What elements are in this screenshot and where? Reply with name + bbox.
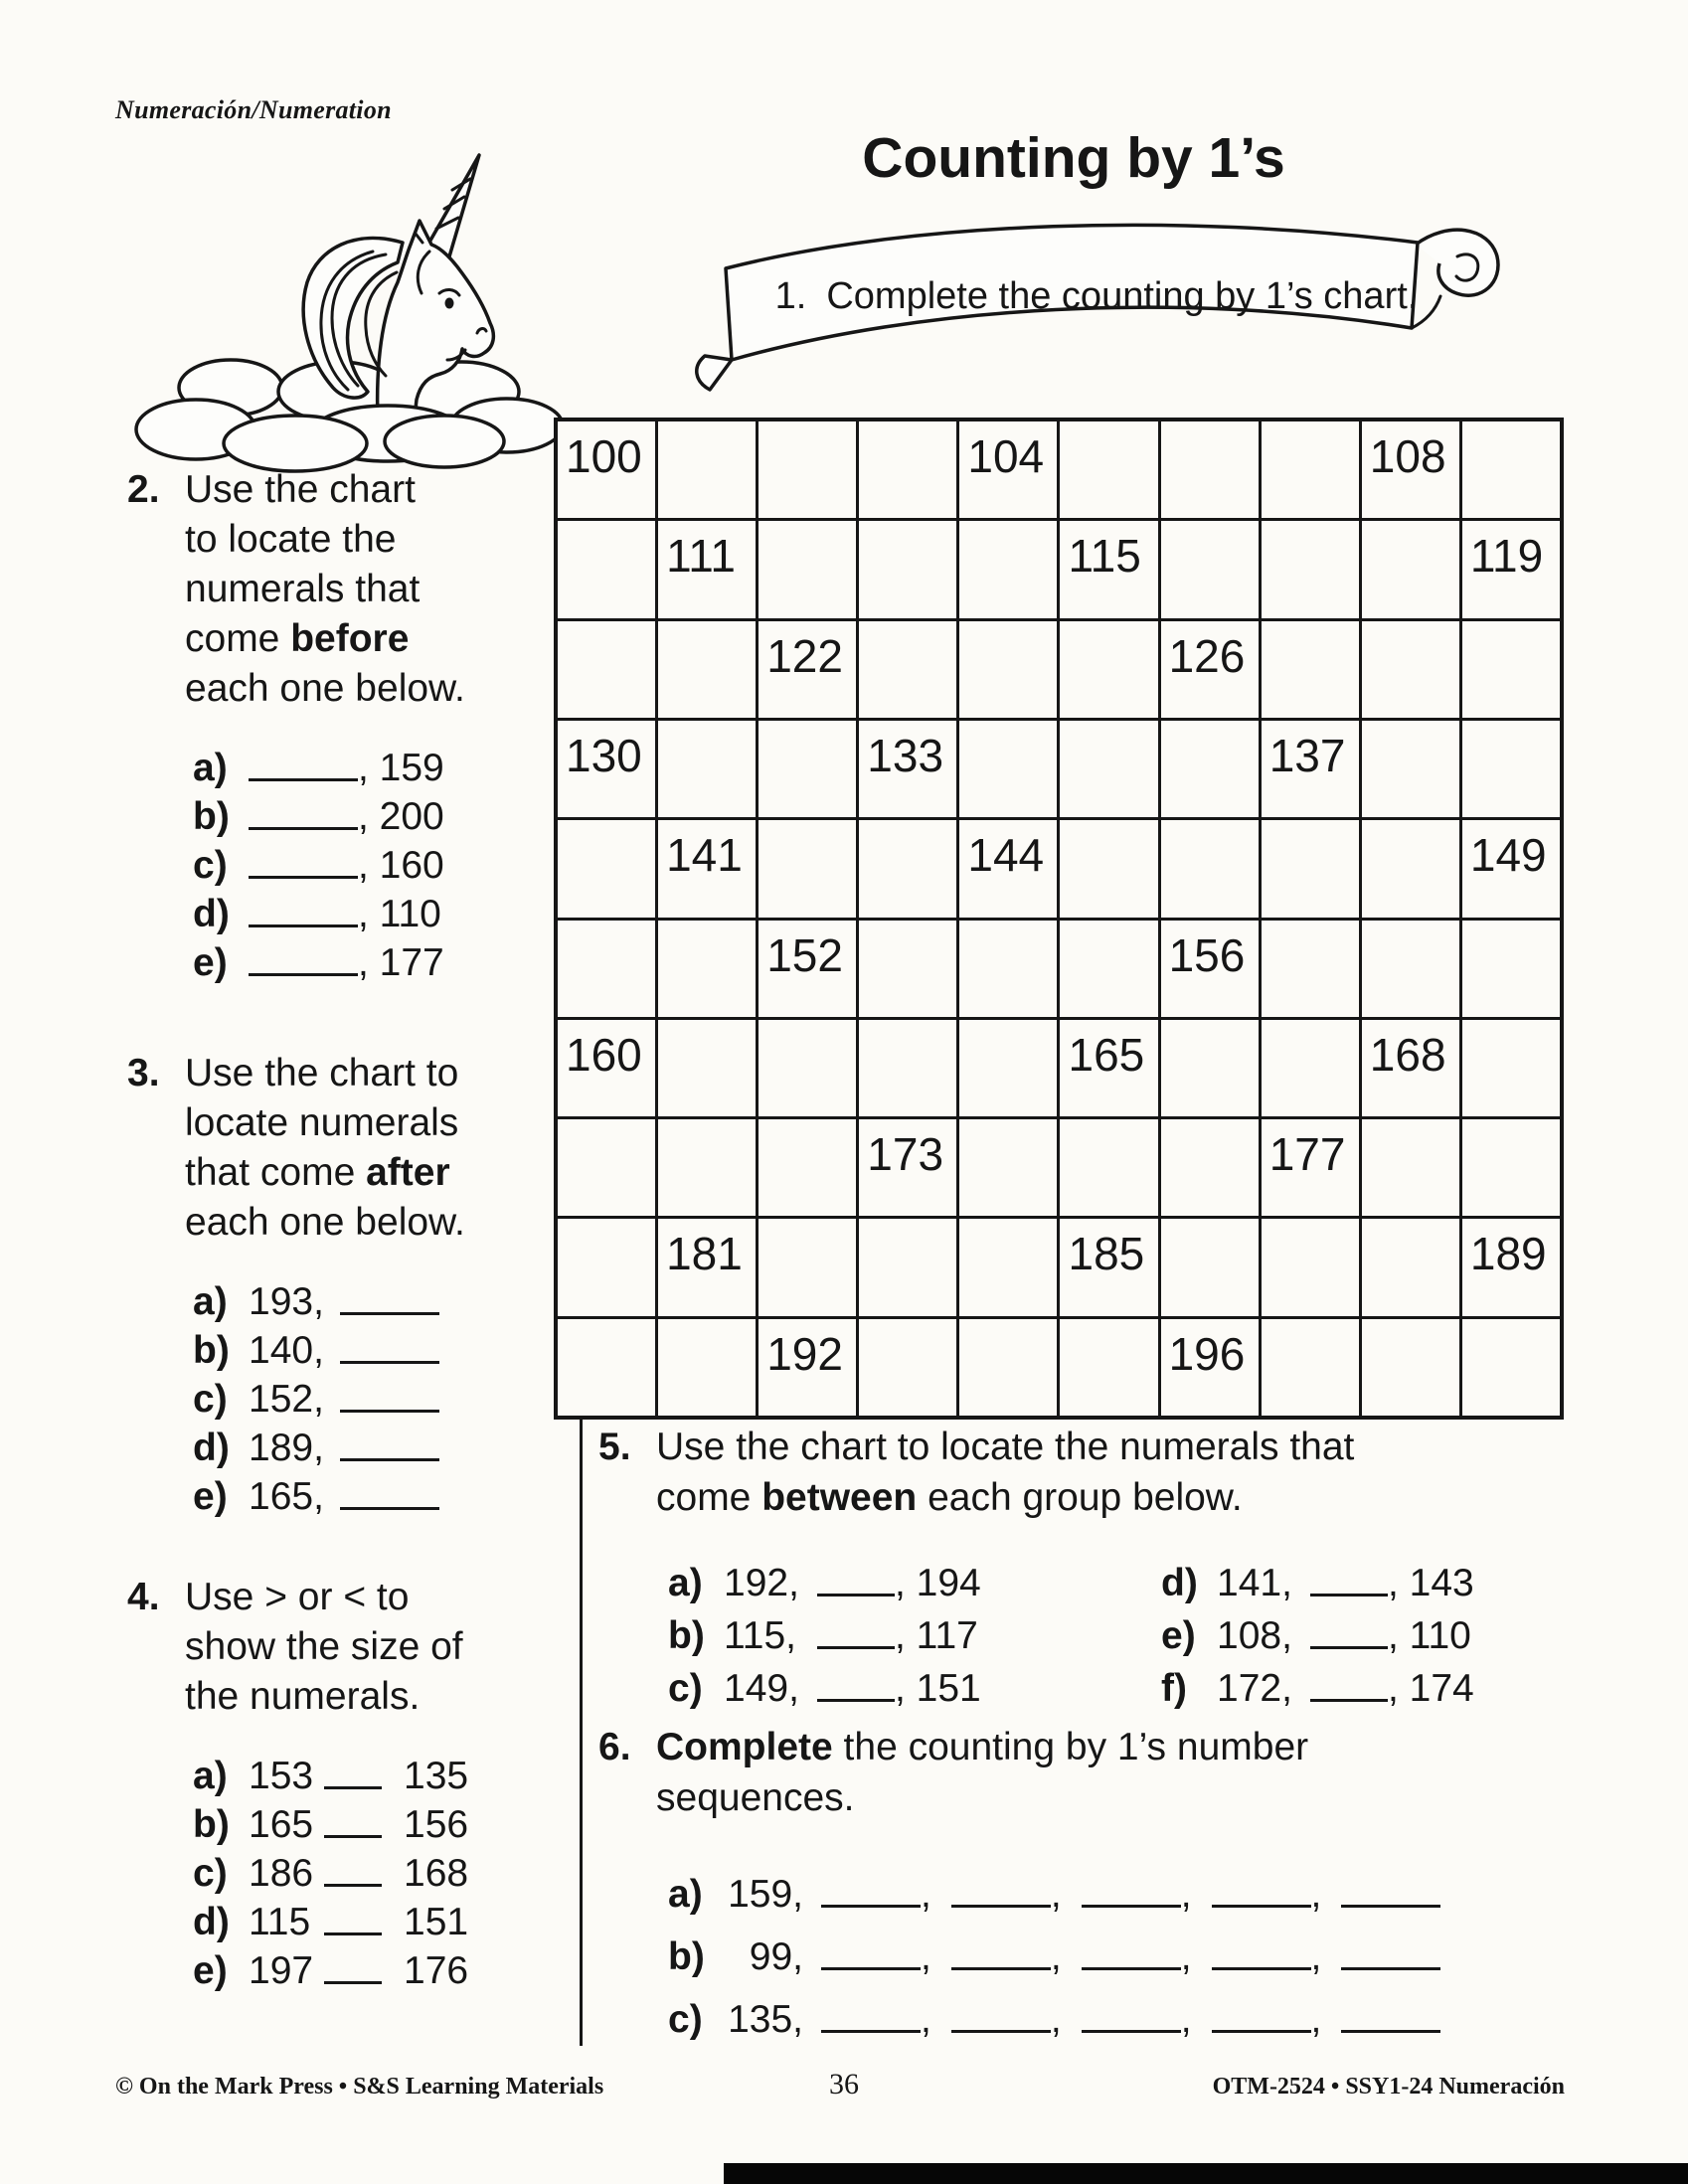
question-number: 2.	[127, 468, 160, 511]
comma: ,	[1310, 1935, 1322, 1978]
answer-blank[interactable]	[1341, 1967, 1440, 1970]
item-label: d)	[1161, 1562, 1198, 1604]
answer-blank[interactable]	[817, 1699, 895, 1702]
question-number: 6.	[598, 1726, 631, 1768]
given-number: 115,	[724, 1614, 797, 1657]
chart-cell-filled: 192	[759, 1319, 856, 1416]
chart-cell-empty[interactable]	[1362, 921, 1459, 1017]
question-3	[127, 1049, 577, 1521]
question-text-line	[185, 515, 465, 565]
counting-chart	[554, 418, 1564, 1420]
item-label: a)	[193, 747, 228, 789]
item-label: a)	[668, 1873, 703, 1916]
item-label: a)	[668, 1562, 703, 1604]
chart-cell-empty[interactable]	[1161, 721, 1259, 817]
chart-cell-filled: 104	[959, 421, 1057, 518]
answer-row	[193, 1898, 577, 1946]
instruction-banner	[664, 179, 1531, 410]
item-label: b)	[193, 1803, 230, 1846]
chart-cell-empty[interactable]	[1362, 1319, 1459, 1416]
given-number: 176	[404, 1949, 469, 1992]
chart-cell-empty[interactable]	[1262, 921, 1359, 1017]
chart-cell-empty[interactable]	[859, 1020, 956, 1116]
chart-cell-empty[interactable]	[1060, 621, 1157, 718]
question-text-line	[185, 1672, 463, 1722]
answer-row	[668, 1662, 1117, 1715]
given-number: 192,	[724, 1562, 799, 1604]
chart-cell-empty[interactable]	[1362, 820, 1459, 917]
given-number: 151	[404, 1901, 469, 1943]
item-label: c)	[193, 844, 228, 887]
chart-cell-empty[interactable]	[1262, 1219, 1359, 1315]
question-4	[127, 1573, 577, 1995]
footer-copyright: © On the Mark Press • S&S Learning Materials	[115, 2074, 604, 2100]
answer-blank[interactable]	[821, 2030, 921, 2033]
question-text-line	[185, 1198, 465, 1248]
given-number: , 110	[1388, 1614, 1471, 1657]
chart-cell-empty[interactable]	[1262, 521, 1359, 617]
chart-cell-empty[interactable]	[859, 820, 956, 917]
q6-list	[668, 1863, 1682, 2051]
chart-cell-empty[interactable]	[658, 1020, 756, 1116]
chart-cell-empty[interactable]	[1262, 1319, 1359, 1416]
answer-row	[668, 1557, 1117, 1609]
text: locate numerals	[185, 1101, 459, 1144]
chart-cell-empty[interactable]	[1462, 1319, 1560, 1416]
text: that come	[185, 1151, 367, 1194]
text: the counting by 1’s number	[832, 1726, 1309, 1768]
text: each one below.	[185, 1201, 465, 1244]
chart-cell-empty[interactable]	[959, 1020, 1057, 1116]
chart-cell-empty[interactable]	[1462, 1119, 1560, 1216]
question-6	[598, 1722, 1682, 2051]
answer-blank[interactable]	[951, 1967, 1051, 1970]
given-number: 165	[249, 1803, 314, 1846]
chart-cell-empty[interactable]	[859, 421, 956, 518]
chart-cell-empty[interactable]	[859, 521, 956, 617]
text: each one below.	[185, 667, 465, 710]
page-title: Counting by 1’s	[862, 126, 1285, 190]
chart-cell-empty[interactable]	[1362, 721, 1459, 817]
item-label: c)	[193, 1852, 228, 1895]
given-number: 197	[249, 1949, 314, 1992]
answer-blank[interactable]	[324, 1835, 382, 1838]
chart-cell-empty[interactable]	[1060, 721, 1157, 817]
answer-blank[interactable]	[1341, 1905, 1440, 1908]
given-number: 159,	[728, 1873, 803, 1916]
chart-cell-filled: 156	[1161, 921, 1259, 1017]
question-text-line	[656, 1472, 1354, 1523]
question-text-line	[656, 1772, 1308, 1823]
answer-blank[interactable]	[1082, 1967, 1181, 1970]
unicorn-illustration	[111, 131, 587, 477]
chart-cell-filled: 181	[658, 1219, 756, 1315]
answer-blank[interactable]	[1341, 2030, 1440, 2033]
question-text	[185, 465, 465, 714]
bold-keyword: before	[290, 617, 410, 660]
comma: ,	[1050, 1873, 1062, 1916]
item-label: d)	[193, 1901, 230, 1943]
given-number: 140,	[249, 1329, 324, 1372]
q2-list	[193, 744, 577, 987]
chart-cell-empty[interactable]	[1161, 1219, 1259, 1315]
given-number: 135,	[728, 1998, 803, 2041]
answer-blank[interactable]	[1082, 1905, 1181, 1908]
chart-cell-filled: 126	[1161, 621, 1259, 718]
given-number: , 194	[895, 1562, 981, 1604]
chart-cell-empty[interactable]	[1362, 521, 1459, 617]
chart-cell-filled: 133	[859, 721, 956, 817]
question-text-line	[185, 1573, 463, 1622]
item-label: c)	[668, 1667, 703, 1710]
item-label: a)	[193, 1280, 228, 1323]
answer-row	[193, 890, 577, 938]
corner-label: Numeración/Numeration	[115, 95, 392, 124]
chart-cell-empty[interactable]	[1262, 421, 1359, 518]
chart-cell-empty[interactable]	[859, 621, 956, 718]
footer-product-code: OTM-2524 • SSY1-24 Numeración	[1212, 2074, 1565, 2100]
given-number: , 159	[358, 747, 444, 789]
answer-row	[193, 1375, 577, 1424]
chart-cell-empty[interactable]	[1060, 921, 1157, 1017]
item-label: e)	[193, 1949, 228, 1992]
answer-row	[1161, 1609, 1610, 1662]
answer-blank[interactable]	[821, 1905, 921, 1908]
answer-row	[193, 792, 577, 841]
comma: ,	[1180, 1998, 1192, 2041]
answer-row	[193, 744, 577, 792]
comma: ,	[921, 1998, 931, 2041]
item-label: b)	[193, 795, 230, 838]
question-number: 4.	[127, 1576, 160, 1618]
answer-blank[interactable]	[249, 827, 358, 830]
answer-blank[interactable]	[340, 1312, 439, 1315]
chart-cell-filled: 173	[859, 1119, 956, 1216]
chart-cell-empty[interactable]	[859, 921, 956, 1017]
answer-blank[interactable]	[1082, 2030, 1181, 2033]
comma: ,	[921, 1935, 931, 1978]
answer-blank[interactable]	[324, 1884, 382, 1887]
answer-row	[193, 841, 577, 890]
chart-cell-filled: 189	[1462, 1219, 1560, 1315]
answer-blank[interactable]	[817, 1594, 895, 1596]
chart-cell-empty[interactable]	[658, 621, 756, 718]
chart-cell-empty[interactable]	[759, 721, 856, 817]
comma: ,	[1050, 1935, 1062, 1978]
given-number: , 117	[895, 1614, 978, 1657]
answer-row	[668, 1863, 1682, 1926]
chart-cell-empty[interactable]	[1161, 1119, 1259, 1216]
chart-cell-empty[interactable]	[759, 1020, 856, 1116]
chart-cell-empty[interactable]	[759, 1219, 856, 1315]
answer-blank[interactable]	[1212, 1905, 1311, 1908]
given-number: 115	[249, 1901, 311, 1943]
given-number: 149,	[724, 1667, 799, 1710]
chart-cell-empty[interactable]	[1462, 621, 1560, 718]
given-number: , 110	[358, 893, 441, 935]
chart-cell-empty[interactable]	[658, 1319, 756, 1416]
item-label: b)	[668, 1614, 705, 1657]
chart-cell-filled: 185	[1060, 1219, 1157, 1315]
text: numerals that	[185, 568, 421, 610]
text: come	[656, 1476, 762, 1519]
chart-cell-empty[interactable]	[959, 621, 1057, 718]
chart-cell-filled: 108	[1362, 421, 1459, 518]
item-label: e)	[193, 1475, 228, 1518]
item-label: e)	[193, 941, 228, 984]
given-number: 165,	[249, 1475, 324, 1518]
question-text-line	[185, 465, 465, 515]
item-label: e)	[1161, 1614, 1196, 1657]
given-number: 186	[249, 1852, 314, 1895]
answer-blank[interactable]	[324, 1932, 382, 1935]
answer-blank[interactable]	[1310, 1646, 1388, 1649]
answer-blank[interactable]	[340, 1458, 439, 1461]
text: Use the chart	[185, 468, 416, 511]
question-text	[656, 1422, 1354, 1523]
answer-row	[668, 1609, 1117, 1662]
given-number: , 143	[1388, 1562, 1474, 1604]
banner-text	[694, 274, 1499, 318]
bold-keyword: Complete	[656, 1726, 833, 1768]
answer-row	[193, 1424, 577, 1472]
given-number: , 200	[358, 795, 444, 838]
answer-blank[interactable]	[1212, 2030, 1311, 2033]
answer-blank[interactable]	[340, 1410, 439, 1413]
question-text-line	[185, 664, 465, 714]
page-number: 36	[829, 2068, 859, 2100]
question-text-line	[185, 1622, 463, 1672]
chart-cell-empty[interactable]	[1362, 1119, 1459, 1216]
chart-cell-empty[interactable]	[759, 421, 856, 518]
answer-blank[interactable]	[1310, 1699, 1388, 1702]
answer-row	[193, 1946, 577, 1995]
answer-blank[interactable]	[340, 1361, 439, 1364]
given-number: 141,	[1217, 1562, 1292, 1604]
comma: ,	[921, 1873, 931, 1916]
answer-blank[interactable]	[340, 1507, 439, 1510]
q4-list	[193, 1752, 577, 1995]
question-text-line	[185, 1148, 465, 1198]
text: the numerals.	[185, 1675, 421, 1718]
comma: ,	[1050, 1998, 1062, 2041]
question-text	[185, 1573, 463, 1722]
answer-row	[193, 1849, 577, 1898]
answer-row	[1161, 1557, 1610, 1609]
question-text-line	[656, 1422, 1354, 1472]
given-number: 156	[404, 1803, 469, 1846]
given-number: 153	[249, 1755, 314, 1797]
banner-instruction: Complete the counting by 1’s chart.	[826, 275, 1419, 317]
given-number: 193,	[249, 1280, 324, 1323]
banner-question-number: 1.	[774, 275, 807, 317]
answer-blank[interactable]	[249, 876, 358, 879]
chart-cell-filled: 137	[1262, 721, 1359, 817]
answer-row	[193, 1326, 577, 1375]
text: Use the chart to	[185, 1052, 459, 1094]
chart-cell-empty[interactable]	[959, 1219, 1057, 1315]
item-label: d)	[193, 1427, 230, 1469]
answer-row	[668, 1988, 1682, 2051]
chart-cell-empty[interactable]	[859, 1319, 956, 1416]
chart-cell-empty[interactable]	[1462, 921, 1560, 1017]
chart-cell-filled: 122	[759, 621, 856, 718]
chart-cell-empty[interactable]	[1362, 621, 1459, 718]
chart-cell-empty[interactable]	[759, 820, 856, 917]
chart-cell-filled: 141	[658, 820, 756, 917]
given-number: , 174	[1388, 1667, 1474, 1710]
item-label: b)	[668, 1935, 705, 1978]
question-5	[598, 1422, 1662, 1715]
chart-cell-empty[interactable]	[658, 721, 756, 817]
question-text	[656, 1722, 1308, 1823]
question-text-line	[185, 1049, 465, 1098]
text: Use the chart to locate the numerals that	[656, 1426, 1355, 1468]
item-label: c)	[668, 1998, 703, 2041]
answer-blank[interactable]	[249, 924, 358, 927]
question-text-line	[185, 614, 465, 664]
given-number: 189,	[249, 1427, 324, 1469]
item-label: b)	[193, 1329, 230, 1372]
chart-cell-empty[interactable]	[1262, 621, 1359, 718]
answer-row	[193, 938, 577, 987]
given-number: 99,	[749, 1935, 803, 1978]
text: come	[185, 617, 291, 660]
chart-cell-filled: 168	[1362, 1020, 1459, 1116]
chart-cell-empty[interactable]	[1060, 421, 1157, 518]
chart-cell-empty[interactable]	[959, 1119, 1057, 1216]
answer-row	[193, 1800, 577, 1849]
chart-cell-empty[interactable]	[1060, 820, 1157, 917]
q3-list	[193, 1277, 577, 1521]
chart-cell-empty[interactable]	[1462, 1020, 1560, 1116]
answer-row	[193, 1752, 577, 1800]
chart-cell-empty[interactable]	[959, 1319, 1057, 1416]
section-divider	[580, 1418, 583, 2046]
q5-col-1	[668, 1557, 1117, 1715]
chart-cell-empty[interactable]	[658, 921, 756, 1017]
chart-cell-empty[interactable]	[1362, 1219, 1459, 1315]
answer-blank[interactable]	[817, 1646, 895, 1649]
answer-row	[193, 1277, 577, 1326]
answer-blank[interactable]	[249, 973, 358, 976]
comma: ,	[1180, 1873, 1192, 1916]
q5-col-2	[1161, 1557, 1610, 1715]
chart-cell-filled: 177	[1262, 1119, 1359, 1216]
chart-cell-filled: 130	[558, 721, 655, 817]
text: to locate the	[185, 518, 397, 561]
item-label: a)	[193, 1755, 228, 1797]
given-number: , 177	[358, 941, 444, 984]
chart-cell-filled: 165	[1060, 1020, 1157, 1116]
text: Use > or < to	[185, 1576, 410, 1618]
given-number: 172,	[1217, 1667, 1292, 1710]
chart-cell-empty[interactable]	[1161, 1020, 1259, 1116]
text: sequences.	[656, 1776, 855, 1819]
chart-cell-empty[interactable]	[759, 1119, 856, 1216]
comma: ,	[1180, 1935, 1192, 1978]
item-label: c)	[193, 1378, 228, 1421]
given-number: 108,	[1217, 1614, 1292, 1657]
chart-cell-empty[interactable]	[658, 421, 756, 518]
chart-cell-empty[interactable]	[1161, 521, 1259, 617]
given-number: 168	[404, 1852, 469, 1895]
chart-cell-empty[interactable]	[1161, 820, 1259, 917]
answer-blank[interactable]	[324, 1786, 382, 1789]
question-text-line	[185, 565, 465, 614]
chart-cell-empty[interactable]	[1060, 1119, 1157, 1216]
answer-blank[interactable]	[1310, 1594, 1388, 1596]
question-number: 5.	[598, 1426, 631, 1468]
chart-cell-filled: 152	[759, 921, 856, 1017]
chart-cell-filled: 119	[1462, 521, 1560, 617]
comma: ,	[1310, 1998, 1322, 2041]
text: each group below.	[917, 1476, 1243, 1519]
question-text-line	[656, 1722, 1308, 1772]
question-text	[185, 1049, 465, 1248]
answer-blank[interactable]	[951, 2030, 1051, 2033]
answer-blank[interactable]	[821, 1967, 921, 1970]
chart-cell-filled: 196	[1161, 1319, 1259, 1416]
chart-cell-empty[interactable]	[959, 721, 1057, 817]
text: show the size of	[185, 1625, 463, 1668]
chart-cell-filled: 111	[658, 521, 756, 617]
answer-blank[interactable]	[324, 1981, 382, 1984]
chart-cell-empty[interactable]	[1060, 1319, 1157, 1416]
chart-cell-empty[interactable]	[959, 921, 1057, 1017]
chart-cell-empty[interactable]	[658, 1119, 756, 1216]
answer-row	[193, 1472, 577, 1521]
chart-cell-empty[interactable]	[1262, 1020, 1359, 1116]
chart-cell-filled: 100	[558, 421, 655, 518]
given-number: 152,	[249, 1378, 324, 1421]
answer-blank[interactable]	[249, 778, 358, 781]
comma: ,	[1310, 1873, 1322, 1916]
chart-cell-empty[interactable]	[1161, 421, 1259, 518]
answer-blank[interactable]	[951, 1905, 1051, 1908]
given-number: , 160	[358, 844, 444, 887]
bold-keyword: after	[366, 1151, 450, 1194]
question-text-line	[185, 1098, 465, 1148]
given-number: , 151	[895, 1667, 981, 1710]
answer-row	[1161, 1662, 1610, 1715]
chart-cell-empty[interactable]	[759, 521, 856, 617]
chart-cell-empty[interactable]	[1462, 421, 1560, 518]
chart-cell-filled: 160	[558, 1020, 655, 1116]
answer-row	[668, 1926, 1682, 1988]
chart-cell-filled: 144	[959, 820, 1057, 917]
chart-cell-empty[interactable]	[1462, 721, 1560, 817]
left-column	[127, 465, 577, 1995]
chart-cell-filled: 115	[1060, 521, 1157, 617]
given-number: 135	[404, 1755, 469, 1797]
item-label: f)	[1161, 1667, 1187, 1710]
chart-cell-filled: 149	[1462, 820, 1560, 917]
bold-keyword: between	[761, 1476, 918, 1519]
question-number: 3.	[127, 1052, 160, 1094]
chart-cell-empty[interactable]	[1262, 820, 1359, 917]
scan-artifact-bar	[724, 2163, 1688, 2184]
chart-cell-empty[interactable]	[959, 521, 1057, 617]
q5-columns	[668, 1557, 1662, 1715]
chart-cell-empty[interactable]	[859, 1219, 956, 1315]
question-2	[127, 465, 577, 987]
answer-blank[interactable]	[1212, 1967, 1311, 1970]
item-label: d)	[193, 893, 230, 935]
